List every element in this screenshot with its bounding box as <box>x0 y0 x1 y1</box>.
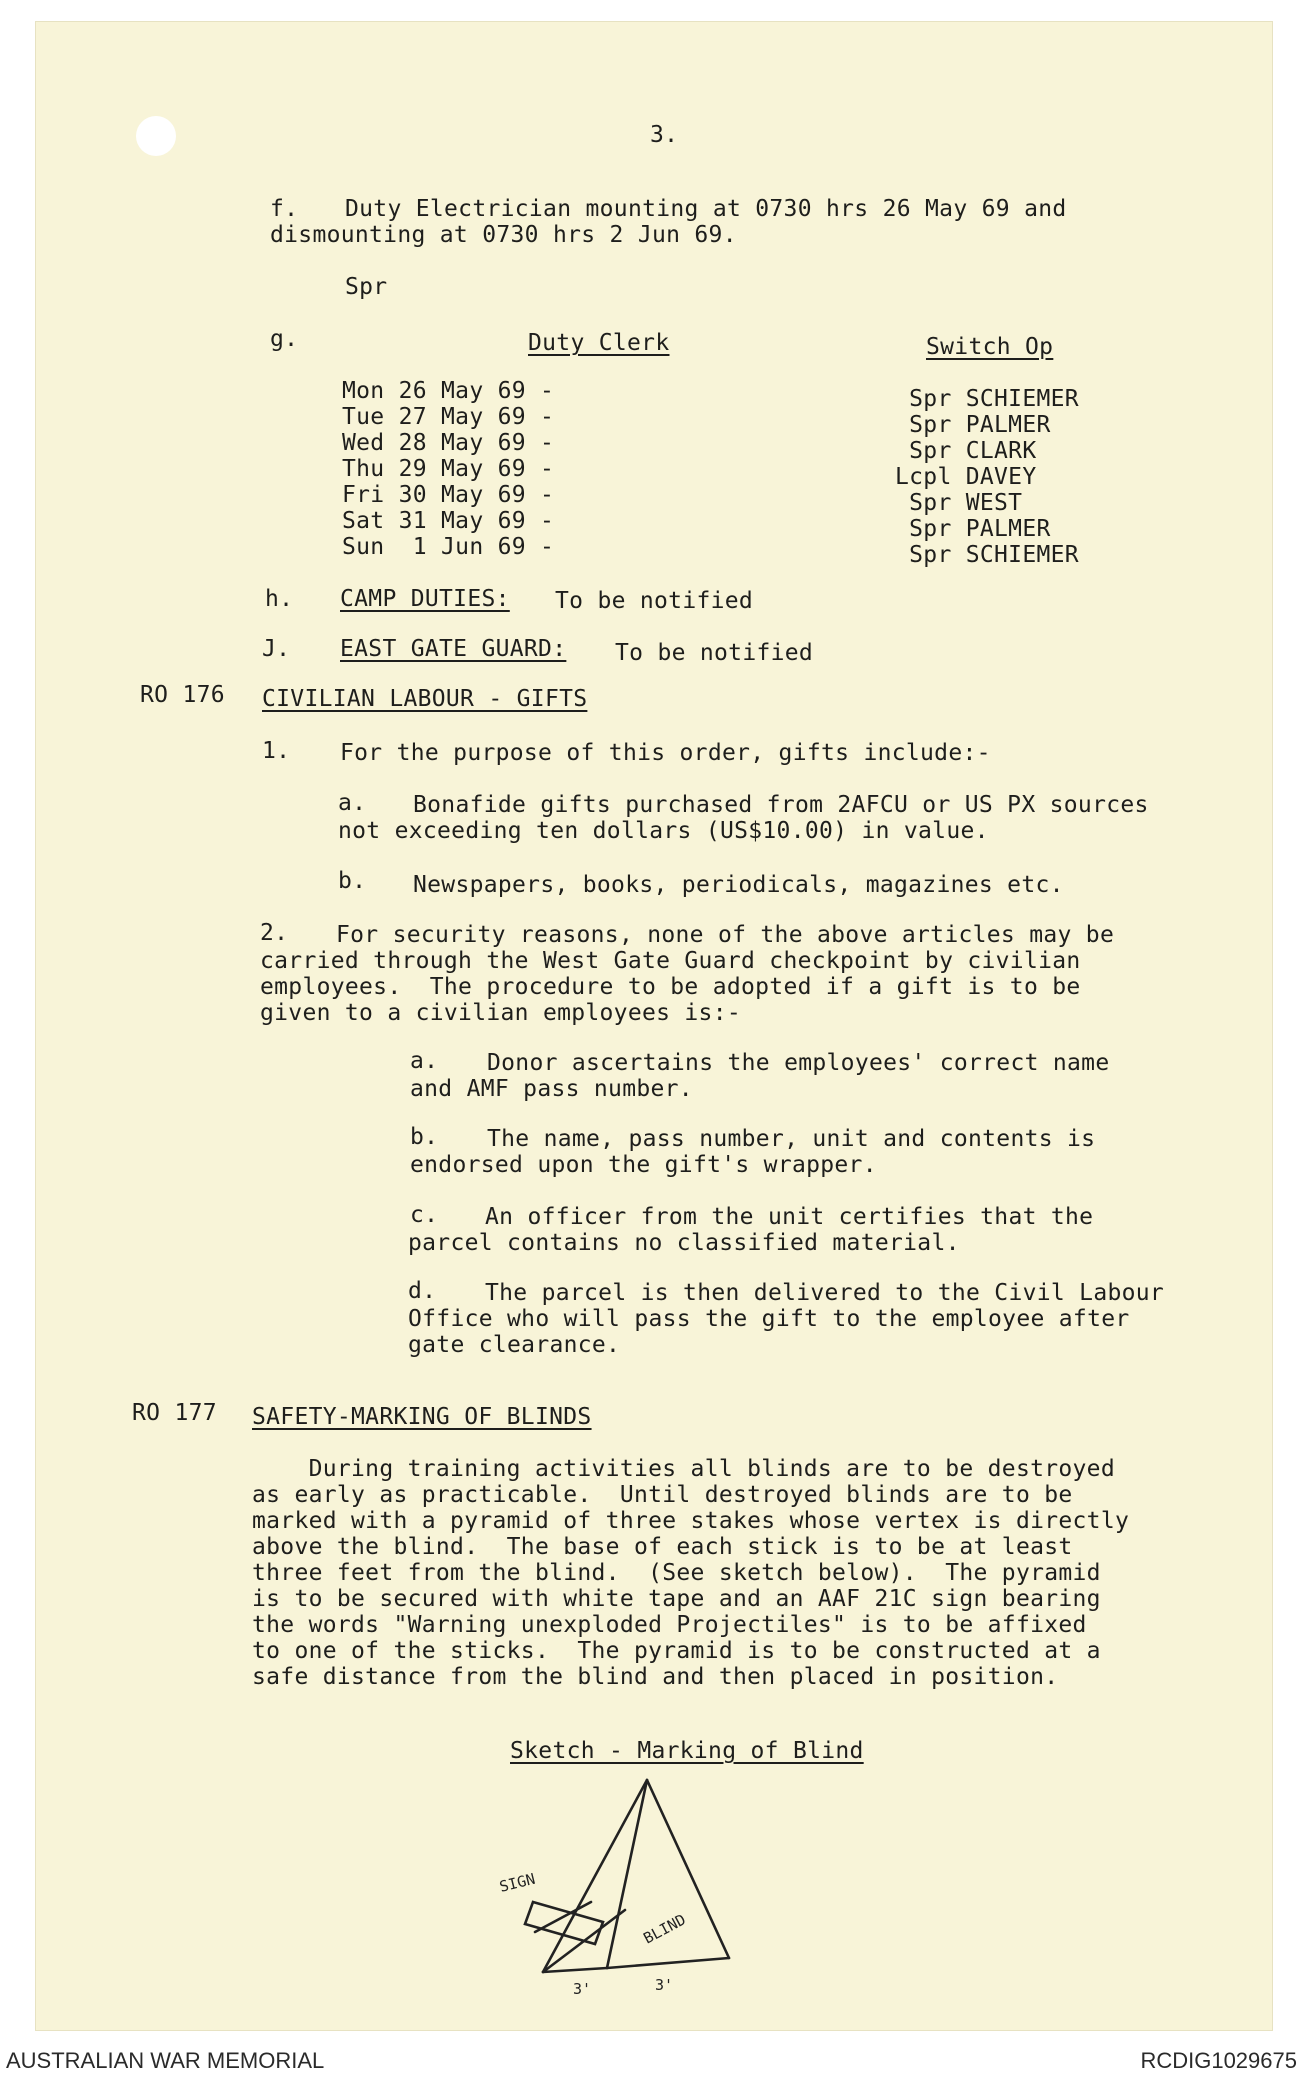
ro176-p2-line3: employees. The procedure to be adopted if a gift is to be <box>260 974 1081 1000</box>
procedure-letter: a. <box>410 1048 439 1074</box>
paragraph-line: the words "Warning unexploded Projectiles" is to be affixed <box>252 1612 1087 1638</box>
east-gate-guard-text: To be notified <box>615 640 814 666</box>
procedure-line: An officer from the unit certifies that the <box>485 1204 1094 1230</box>
ro176-p1-number: 1. <box>262 738 291 764</box>
ro176-p1b-letter: b. <box>338 868 367 894</box>
switch-op-name: Spr SCHIEMER <box>895 542 1079 568</box>
paragraph-line: During training activities all blinds are to be destroyed <box>252 1456 1115 1482</box>
ro176-p2-number: 2. <box>260 920 289 946</box>
item-f-name: Spr <box>345 274 388 300</box>
tape-base <box>543 1968 607 1972</box>
ro176-p1a-line1: Bonafide gifts purchased from 2AFCU or US PX sources <box>413 792 1149 818</box>
camp-duties-text: To be notified <box>555 588 754 614</box>
procedure-line: The parcel is then delivered to the Civil Labour <box>485 1280 1165 1306</box>
ro176-p2-line1: For security reasons, none of the above articles may be <box>336 922 1115 948</box>
sketch-title: Sketch - Marking of Blind <box>510 1738 864 1764</box>
document-page <box>36 22 1272 2030</box>
paragraph-line: three feet from the blind. (See sketch below). The pyramid <box>252 1560 1101 1586</box>
roster-day: Sat 31 May 69 - <box>342 508 555 534</box>
ro177-number: RO 177 <box>132 1400 217 1426</box>
blind-marking-sketch <box>495 1772 755 2002</box>
switch-op-name: Spr WEST <box>895 490 1023 516</box>
roster-day: Thu 29 May 69 - <box>342 456 555 482</box>
item-f-letter: f. <box>270 196 299 222</box>
item-f-line1: Duty Electrician mounting at 0730 hrs 26 May 69 and <box>345 196 1067 222</box>
roster-day: Wed 28 May 69 - <box>342 430 555 456</box>
camp-duties-heading: CAMP DUTIES: <box>340 586 510 612</box>
item-j-letter: J. <box>262 636 291 662</box>
paragraph-line: as early as practicable. Until destroyed blinds are to be <box>252 1482 1073 1508</box>
item-h-letter: h. <box>265 586 294 612</box>
page-number: 3. <box>650 122 679 148</box>
switch-op-name: Spr SCHIEMER <box>895 386 1079 412</box>
procedure-line: The name, pass number, unit and contents is <box>487 1126 1096 1152</box>
roster-day: Tue 27 May 69 - <box>342 404 555 430</box>
procedure-line: Office who will pass the gift to the employee after <box>408 1306 1130 1332</box>
ro176-p1-text: For the purpose of this order, gifts include:- <box>340 740 991 766</box>
procedure-letter: b. <box>410 1124 439 1150</box>
procedure-line: endorsed upon the gift's wrapper. <box>410 1152 877 1178</box>
east-gate-guard-heading: EAST GATE GUARD: <box>340 636 567 662</box>
procedure-letter: d. <box>408 1278 437 1304</box>
warning-sign <box>525 1902 603 1944</box>
ro177-title: SAFETY-MARKING OF BLINDS <box>252 1404 592 1430</box>
procedure-line: gate clearance. <box>408 1332 621 1358</box>
ro176-p2-line4: given to a civilian employees is:- <box>260 1000 742 1026</box>
procedure-letter: c. <box>410 1202 439 1228</box>
ro176-number: RO 176 <box>140 682 225 708</box>
switch-op-name: Lcpl DAVEY <box>895 464 1037 490</box>
ro176-p1a-letter: a. <box>338 790 367 816</box>
footer-archive-name: AUSTRALIAN WAR MEMORIAL <box>6 2048 325 2073</box>
item-f-line2: dismounting at 0730 hrs 2 Jun 69. <box>270 222 737 248</box>
procedure-line: parcel contains no classified material. <box>408 1230 960 1256</box>
paragraph-line: is to be secured with white tape and an AAF 21C sign bearing <box>252 1586 1101 1612</box>
roster-day: Sun 1 Jun 69 - <box>342 534 555 560</box>
paragraph-line: safe distance from the blind and then placed in position. <box>252 1664 1059 1690</box>
roster-day: Fri 30 May 69 - <box>342 482 555 508</box>
sketch-label-distance-right: 3' <box>655 1976 674 1994</box>
procedure-line: and AMF pass number. <box>410 1076 693 1102</box>
switch-op-header: Switch Op <box>926 334 1054 360</box>
punch-hole <box>136 116 176 156</box>
procedure-line: Donor ascertains the employees' correct name <box>487 1050 1110 1076</box>
paragraph-line: above the blind. The base of each stick is to be at least <box>252 1534 1073 1560</box>
ro176-p2-line2: carried through the West Gate Guard checkpoint by civilian <box>260 948 1081 974</box>
roster-day: Mon 26 May 69 - <box>342 378 555 404</box>
tape-base <box>607 1958 729 1968</box>
switch-op-name: Spr CLARK <box>895 438 1037 464</box>
ro176-p1a-line2: not exceeding ten dollars (US$10.00) in value. <box>338 818 989 844</box>
paragraph-line: marked with a pyramid of three stakes whose vertex is directly <box>252 1508 1130 1534</box>
sketch-label-sign: SIGN <box>497 1869 538 1896</box>
item-g-letter: g. <box>270 326 299 352</box>
sketch-label-distance-left: 3' <box>573 1980 592 1998</box>
stake-middle <box>607 1780 647 1968</box>
sketch-label-blind: BLIND <box>640 1910 689 1948</box>
footer-record-id: RCDIG1029675 <box>1140 2048 1297 2073</box>
ro176-p1b-text: Newspapers, books, periodicals, magazines etc. <box>413 872 1064 898</box>
switch-op-name: Spr PALMER <box>895 516 1051 542</box>
ro176-title: CIVILIAN LABOUR - GIFTS <box>262 686 588 712</box>
switch-op-name: Spr PALMER <box>895 412 1051 438</box>
duty-clerk-header: Duty Clerk <box>528 330 670 356</box>
paragraph-line: to one of the sticks. The pyramid is to be constructed at a <box>252 1638 1101 1664</box>
